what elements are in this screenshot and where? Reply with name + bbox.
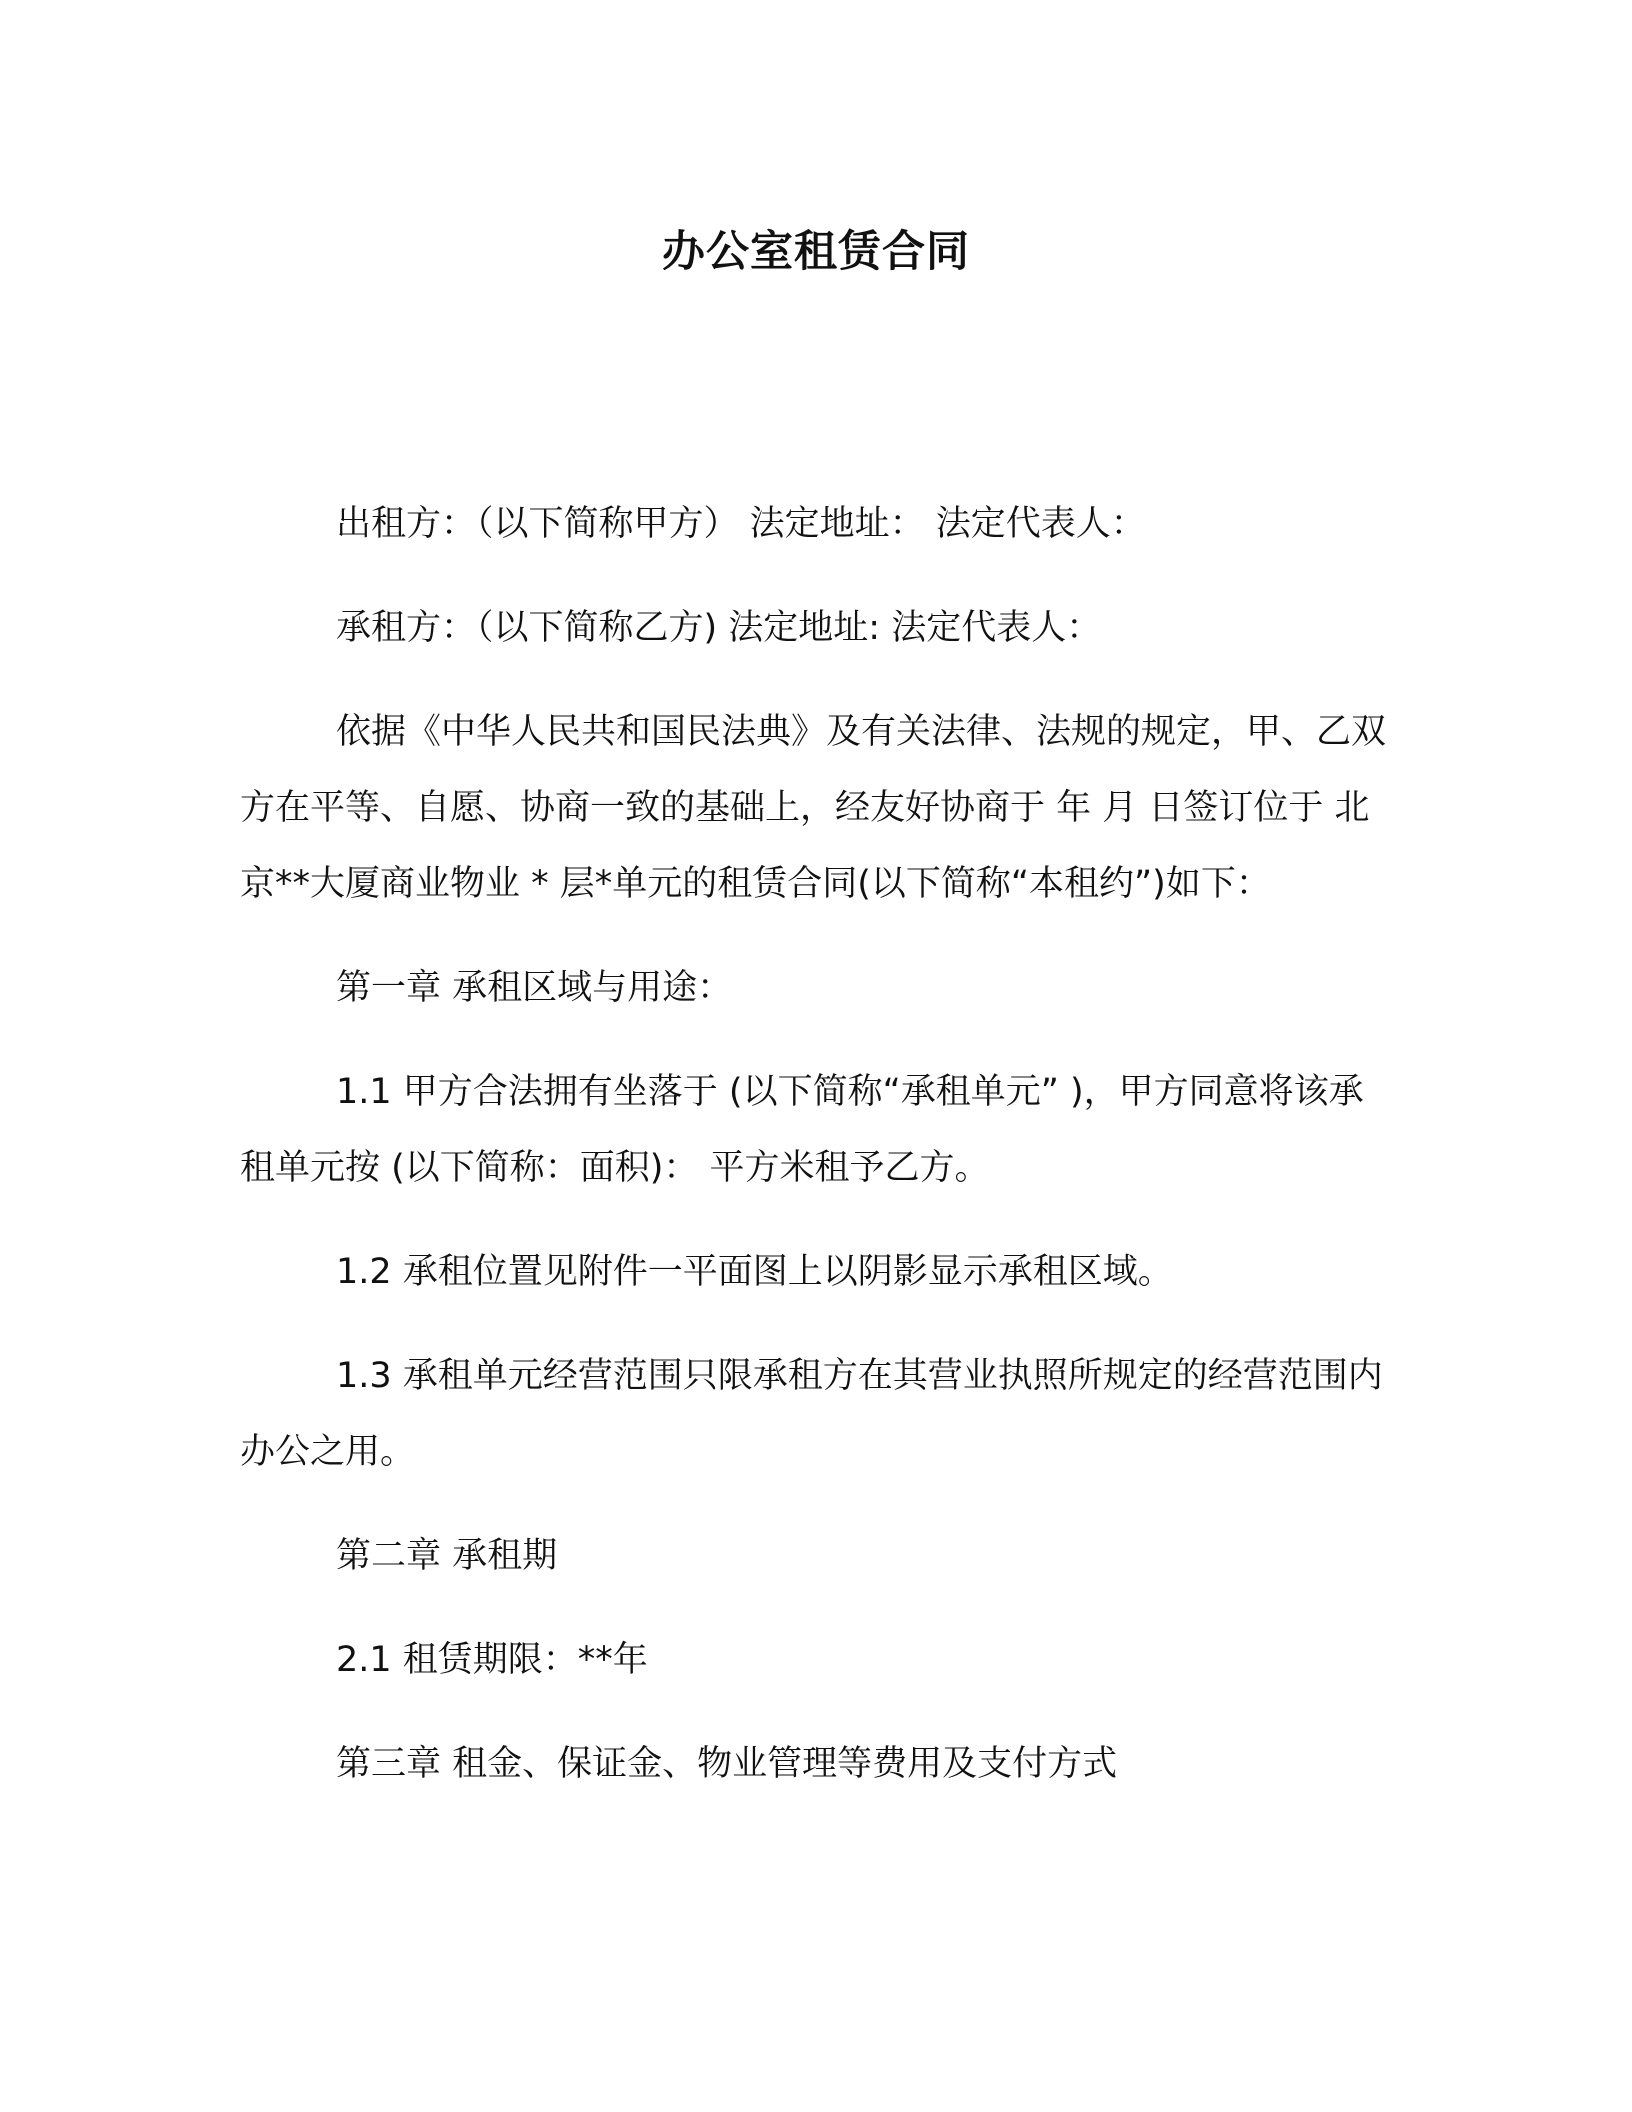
- preamble-paragraph: 依据《中华人民共和国民法典》及有关法律、法规的规定，甲、乙双方在平等、自愿、协商一致的基础上，经友好协商于 年 月 日签订位于 北京**大厦商业物业 * 层*单元的租赁合同(以下简称“本租约”)如下：: [240, 712, 1387, 904]
- document-title: 办公室租赁合同: [662, 227, 970, 277]
- chapter-2-heading: 第二章 承租期: [336, 1536, 558, 1576]
- chapter-3-heading: 第三章 租金、保证金、物业管理等费用及支付方式: [336, 1744, 1118, 1784]
- party-b-line: 承租方：（以下简称乙方) 法定地址: 法定代表人：: [336, 608, 1102, 648]
- document-body: [240, 486, 1388, 1830]
- clause-1-3: 1.3 承租单元经营范围只限承租方在其营业执照所规定的经营范围内办公之用。: [240, 1356, 1383, 1472]
- chapter-1-heading: 第一章 承租区域与用途：: [336, 968, 733, 1008]
- clause-2-1: 2.1 租赁期限：**年: [336, 1640, 648, 1680]
- party-a-line: 出租方：（以下简称甲方） 法定地址： 法定代表人：: [336, 504, 1146, 544]
- clause-1-1: 1.1 甲方合法拥有坐落于 (以下简称“承租单元” )，甲方同意将该承租单元按 (以下简称：面积)： 平方米租予乙方。: [240, 1072, 1364, 1188]
- clause-1-2: 1.2 承租位置见附件一平面图上以阴影显示承租区域。: [336, 1252, 1173, 1292]
